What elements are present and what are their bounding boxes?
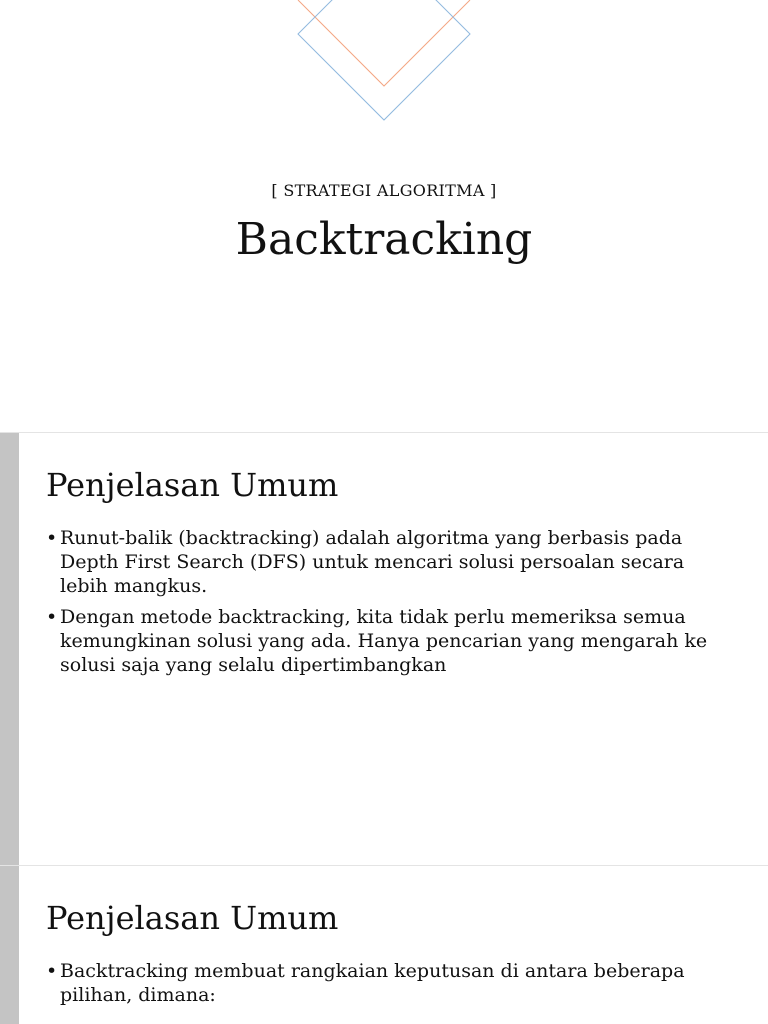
- bullet-text: Backtracking membuat rangkaian keputusan di antara beberapa pilihan, dimana:: [60, 960, 685, 1006]
- bullet-item: [46, 526, 736, 598]
- bullet-item: [46, 959, 736, 1007]
- bullet-marker: •: [46, 960, 58, 982]
- slide-subtitle: [ STRATEGI ALGORITMA ]: [271, 181, 497, 200]
- bullet-item: [46, 605, 736, 677]
- bullet-list: [46, 959, 736, 1014]
- slide-accent-bar: [0, 866, 19, 1024]
- slide-title: Backtracking: [235, 214, 533, 265]
- orange-diamond-outline: [298, 0, 470, 86]
- slide-accent-bar: [0, 433, 19, 865]
- bullet-text: Dengan metode backtracking, kita tidak perlu memeriksa semua kemungkinan solusi yang ada. Hanya pencarian yang mengarah ke solusi saja yang selalu dipertimbangkan: [60, 606, 708, 676]
- slide-heading: Penjelasan Umum: [46, 899, 339, 937]
- bullet-text: Runut-balik (backtracking) adalah algoritma yang berbasis pada Depth First Search (DFS) untuk mencari solusi persoalan secara lebih mangkus.: [60, 527, 685, 597]
- bullet-marker: •: [46, 606, 58, 628]
- content-slide: [0, 866, 768, 1024]
- diamond-decoration: [0, 0, 768, 140]
- bullet-marker: •: [46, 527, 58, 549]
- blue-diamond-outline: [298, 0, 470, 120]
- bullet-list: [46, 526, 736, 684]
- slide-heading: Penjelasan Umum: [46, 466, 339, 504]
- title-slide: [0, 0, 768, 432]
- content-slide: [0, 433, 768, 865]
